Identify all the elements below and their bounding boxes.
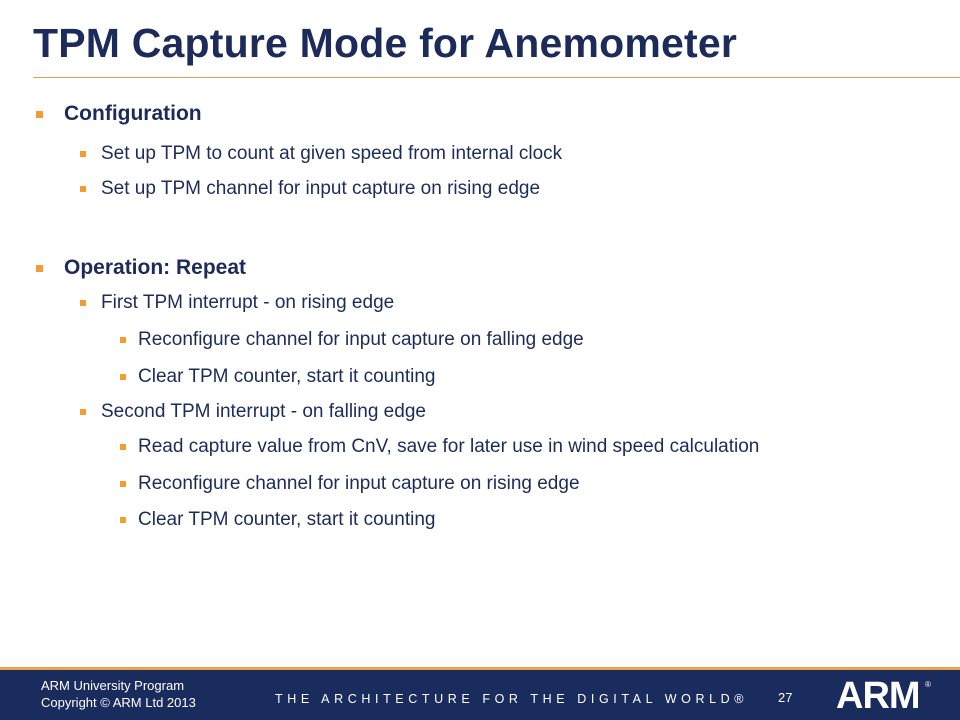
bullet-text: Set up TPM channel for input capture on rising edge (101, 178, 541, 199)
square-bullet-icon (120, 337, 126, 343)
bullet-text: Set up TPM to count at given speed from internal clock (101, 143, 563, 164)
square-bullet-icon (80, 186, 86, 192)
bullet-item (80, 401, 426, 423)
square-bullet-icon (120, 481, 126, 487)
bullet-item (120, 473, 580, 495)
bullet-item (36, 256, 246, 280)
square-bullet-icon (120, 517, 126, 523)
bullet-text: Clear TPM counter, start it counting (138, 509, 436, 530)
bullet-item (80, 178, 540, 200)
page-number: 27 (778, 690, 793, 705)
bullet-item (80, 143, 562, 165)
copyright-text: Copyright © ARM Ltd 2013 (41, 695, 196, 710)
bullet-item (120, 329, 584, 351)
bullet-item (120, 366, 435, 388)
footer-credits (41, 677, 196, 711)
bullet-text: Second TPM interrupt - on falling edge (101, 401, 426, 422)
bullet-item (80, 292, 394, 314)
square-bullet-icon (80, 409, 86, 415)
square-bullet-icon (36, 265, 43, 272)
bullet-text: Reconfigure channel for input capture on rising edge (138, 473, 580, 494)
footer-tagline: THE ARCHITECTURE FOR THE DIGITAL WORLD® (275, 692, 749, 706)
registered-mark: ® (925, 680, 931, 689)
arm-logo: ARM (836, 675, 920, 717)
bullet-item (120, 436, 759, 458)
bullet-text: First TPM interrupt - on rising edge (101, 292, 395, 313)
square-bullet-icon (36, 111, 43, 118)
square-bullet-icon (120, 444, 126, 450)
program-name: ARM University Program (41, 678, 185, 693)
bullet-text: Reconfigure channel for input capture on falling edge (138, 329, 584, 350)
bullet-text: Operation: Repeat (64, 256, 247, 279)
slide-title: TPM Capture Mode for Anemometer (33, 20, 738, 66)
bullet-text: Read capture value from CnV, save for later use in wind speed calculation (138, 436, 760, 457)
square-bullet-icon (80, 300, 86, 306)
square-bullet-icon (80, 151, 86, 157)
bullet-text: Clear TPM counter, start it counting (138, 366, 436, 387)
bullet-text: Configuration (64, 102, 202, 125)
square-bullet-icon (120, 374, 126, 380)
bullet-item (120, 509, 435, 531)
bullet-item (36, 102, 202, 126)
footer-bar (0, 670, 960, 720)
